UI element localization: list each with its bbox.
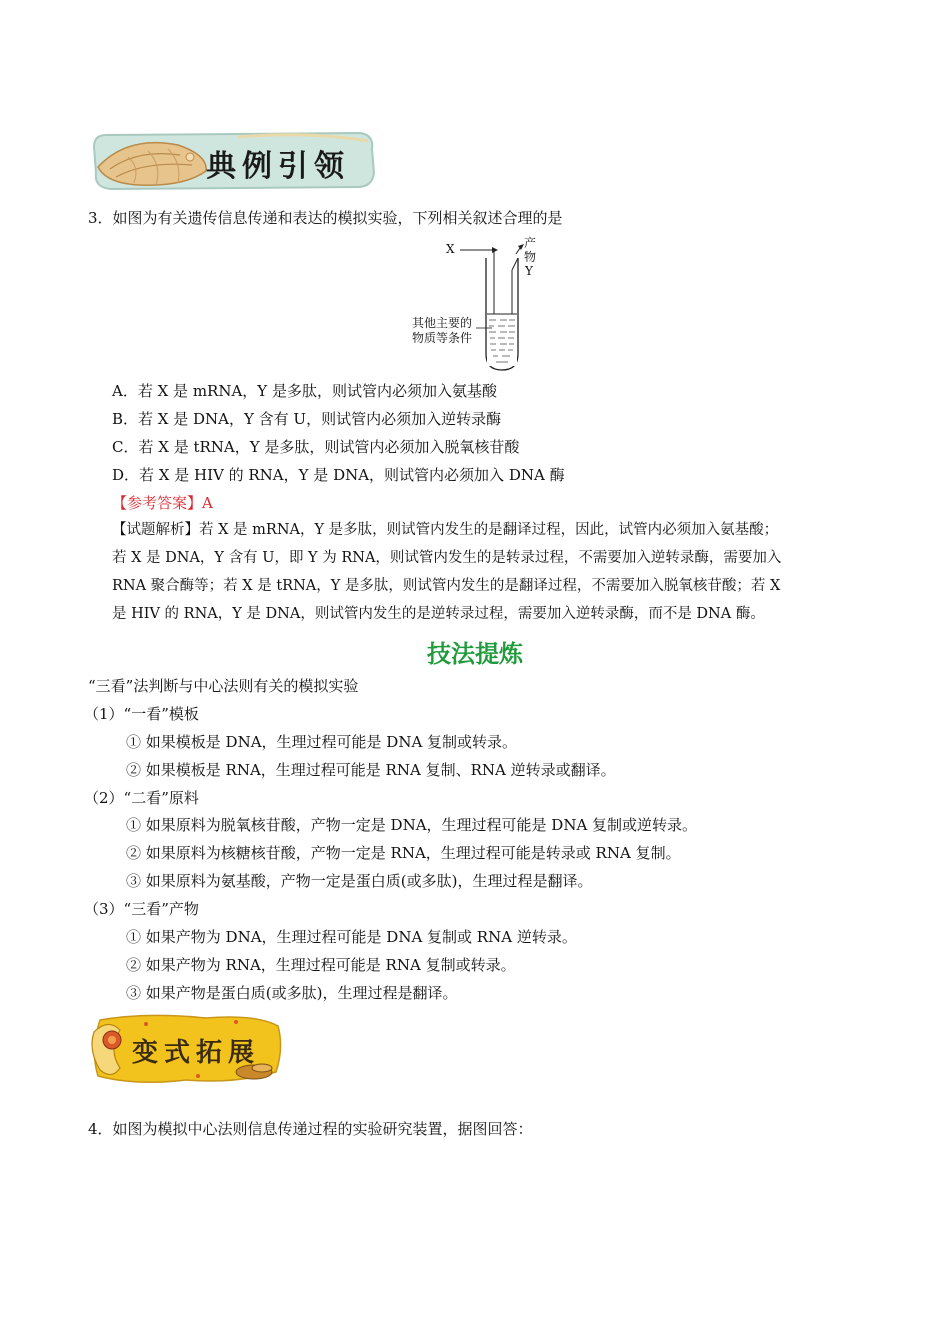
technique-title: 技法提炼 bbox=[427, 639, 523, 668]
analysis-line-4: 是 HIV 的 RNA，Y 是 DNA，则试管内发生的是逆转录过程，需要加入逆转录酶，而不是 DNA 酶。 bbox=[112, 606, 765, 622]
figure-label-conditions-1: 其他主要的 bbox=[412, 316, 473, 330]
banner-typical-example bbox=[88, 127, 378, 193]
section-2-item-1: ① 如果原料为脱氧核苷酸，产物一定是 DNA，生理过程可能是 DNA 复制或逆转录。 bbox=[126, 816, 698, 834]
section-2-heading: （2）“二看”原料 bbox=[84, 789, 199, 807]
figure-label-conditions-2: 物质等条件 bbox=[412, 331, 473, 345]
figure-label-product-1: 产 bbox=[524, 236, 537, 250]
figure-label-product-3: Y bbox=[525, 264, 533, 278]
option-c: C．若 X 是 tRNA，Y 是多肽，则试管内必须加入脱氧核苷酸 bbox=[112, 438, 520, 456]
banner-title: 典例引领 bbox=[206, 149, 350, 184]
section-1-heading: （1）“一看”模板 bbox=[84, 705, 199, 723]
question-4-stem: 4．如图为模拟中心法则信息传递过程的实验研究装置，据图回答： bbox=[88, 1120, 533, 1138]
analysis-line-1: 【试题解析】若 X 是 mRNA，Y 是多肽，则试管内发生的是翻译过程，因此，试管内必须加入氨基酸； bbox=[112, 522, 779, 538]
section-1-item-2: ② 如果模板是 RNA，生理过程可能是 RNA 复制、RNA 逆转录或翻译。 bbox=[126, 761, 616, 779]
section-3-item-1: ① 如果产物为 DNA，生理过程可能是 DNA 复制或 RNA 逆转录。 bbox=[126, 928, 577, 946]
question-3-stem: 3．如图为有关遗传信息传递和表达的模拟实验，下列相关叙述合理的是 bbox=[88, 209, 563, 227]
figure-label-x: X bbox=[446, 242, 455, 256]
section-3-heading: （3）“三看”产物 bbox=[84, 900, 199, 918]
option-b: B．若 X 是 DNA，Y 含有 U，则试管内必须加入逆转录酶 bbox=[112, 410, 502, 428]
analysis-line-2: 若 X 是 DNA，Y 含有 U，即 Y 为 RNA，则试管内发生的是转录过程，不需要加入逆转录酶，需要加入 bbox=[112, 550, 782, 566]
technique-intro: “三看”法判断与中心法则有关的模拟实验 bbox=[88, 677, 359, 695]
reference-answer: 【参考答案】A bbox=[112, 494, 213, 512]
figure-label-product-2: 物 bbox=[524, 250, 537, 264]
banner-title: 变式拓展 bbox=[132, 1038, 261, 1068]
section-1-item-1: ① 如果模板是 DNA，生理过程可能是 DNA 复制或转录。 bbox=[126, 733, 518, 751]
section-2-item-2: ② 如果原料为核糖核苷酸，产物一定是 RNA，生理过程可能是转录或 RNA 复制。 bbox=[126, 844, 681, 862]
banner-variant-extension bbox=[86, 1010, 286, 1088]
analysis-line-3: RNA 聚合酶等；若 X 是 tRNA，Y 是多肽，则试管内发生的是翻译过程，不需要加入脱氧核苷酸；若 X bbox=[112, 578, 781, 594]
section-3-item-3: ③ 如果产物是蛋白质(或多肽)，生理过程是翻译。 bbox=[126, 984, 458, 1002]
section-2-item-3: ③ 如果原料为氨基酸，产物一定是蛋白质(或多肽)，生理过程是翻译。 bbox=[126, 872, 593, 890]
section-3-item-2: ② 如果产物为 RNA，生理过程可能是 RNA 复制或转录。 bbox=[126, 956, 516, 974]
test-tube-figure bbox=[408, 236, 558, 378]
option-d: D．若 X 是 HIV 的 RNA，Y 是 DNA，则试管内必须加入 DNA 酶 bbox=[112, 466, 565, 484]
option-a: A．若 X 是 mRNA，Y 是多肽，则试管内必须加入氨基酸 bbox=[112, 382, 497, 400]
